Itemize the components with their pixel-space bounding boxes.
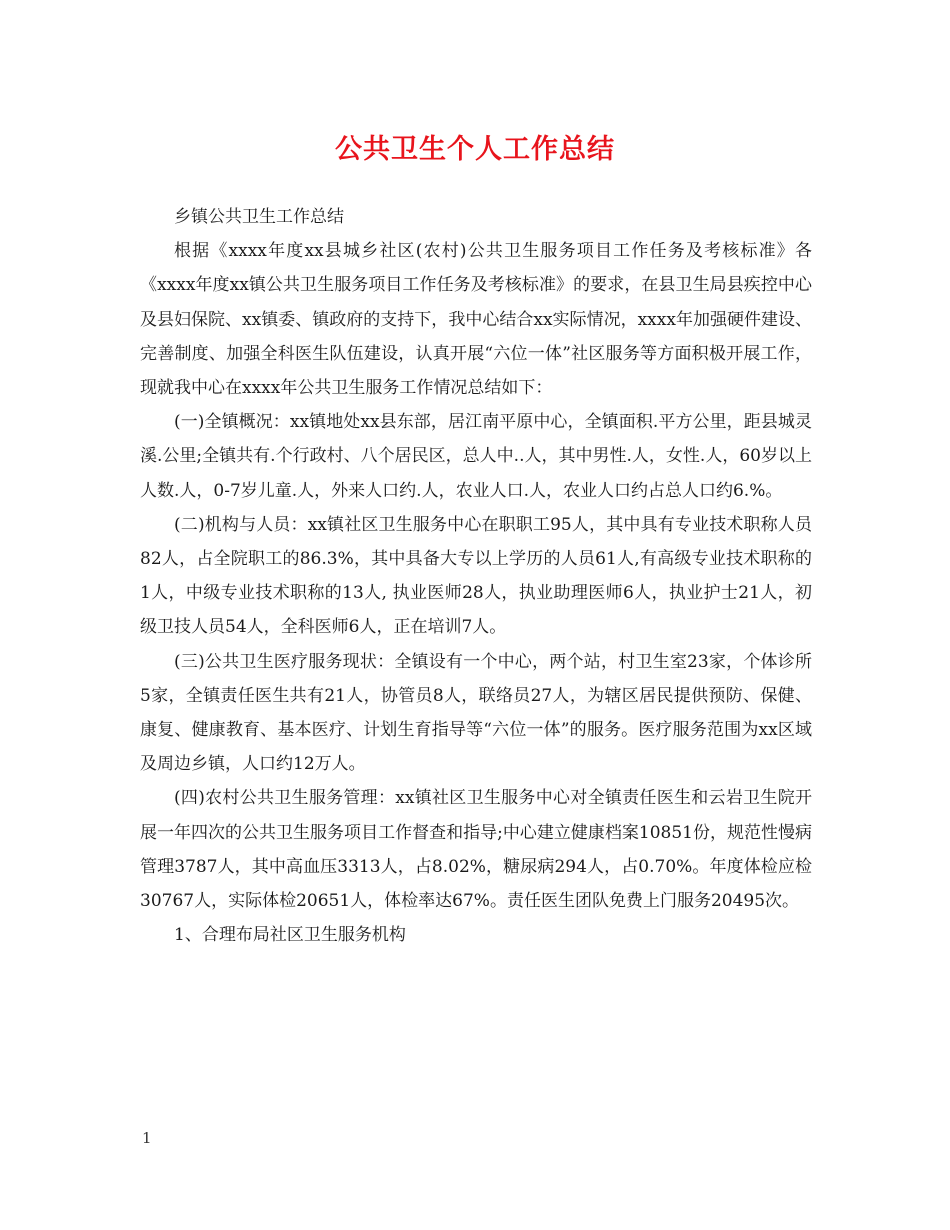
paragraph-staff: (二)机构与人员：xx镇社区卫生服务中心在职职工95人，其中具有专业技术职称人员82人，占全院职工的86.3%，其中具备大专以上学历的人员61人,有高级专业技术职称的1人，中级专业技术职称的13人, 执业医师28人，执业助理医师6人，执业护士21人，初级卫技人员54人，全科医师6人，正在培训7人。 [140, 514, 812, 638]
paragraph-intro: 根据《xxxx年度xx县城乡社区(农村)公共卫生服务项目工作任务及考核标准》各《xxxx年度xx镇公共卫生服务项目工作任务及考核标准》的要求，在县卫生局县疾控中心及县妇保院、xx镇委、镇政府的支持下，我中心结合xx实际情况，xxxx年加强硬件建设、完善制度、加强全科医生队伍建设，认真开展“六位一体”社区服务等方面积极开展工作，现就我中心在xxxx年公共卫生服务工作情况总结如下： [140, 241, 812, 399]
subsection-heading: 1、合理布局社区卫生服务机构 [174, 925, 406, 946]
paragraph-services: (三)公共卫生医疗服务现状：全镇设有一个中心，两个站，村卫生室23家，个体诊所5家，全镇责任医生共有21人，协管员8人，联络员27人，为辖区居民提供预防、保健、康复、健康教育、基本医疗、计划生育指导等“六位一体”的服务。医疗服务范围为xx区域及周边乡镇，人口约12万人。 [140, 651, 812, 775]
paragraph-management: (四)农村公共卫生服务管理：xx镇社区卫生服务中心对全镇责任医生和云岩卫生院开展一年四次的公共卫生服务项目工作督查和指导;中心建立健康档案10851份，规范性慢病管理3787人，其中高血压3313人，占8.02%，糖尿病294人，占0.70%。年度体检应检30767人，实际体检20651人，体检率达67%。责任医生团队免费上门服务20495次。 [140, 788, 812, 912]
section-heading: 乡镇公共卫生工作总结 [174, 207, 344, 227]
page-number: 1 [142, 1129, 152, 1147]
paragraph-overview: (一)全镇概况：xx镇地处xx县东部，居江南平原中心，全镇面积.平方公里，距县城灵溪.公里;全镇共有.个行政村、八个居民区，总人中..人，其中男性.人，女性.人，60岁以上人数.人，0-7岁儿童.人，外来人口约.人，农业人口.人，农业人口约占总人口约6.%。 [140, 412, 812, 501]
document-title: 公共卫生个人工作总结 [335, 134, 615, 165]
document-body [140, 200, 812, 952]
